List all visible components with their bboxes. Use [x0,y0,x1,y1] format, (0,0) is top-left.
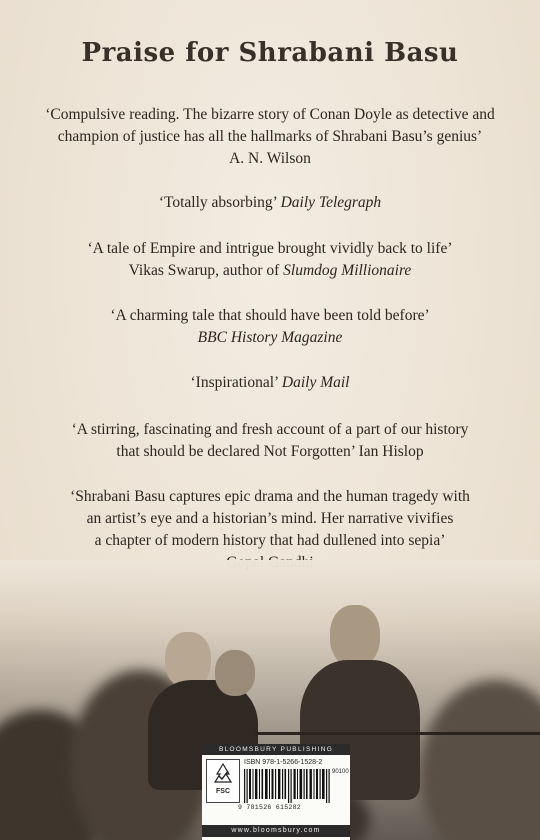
quote-hislop [40,419,500,463]
quote-attribution: Ian Hislop [358,443,424,460]
quote-attribution: A. N. Wilson [229,150,311,167]
quote-bbc [40,305,500,349]
publisher-label: BLOOMSBURY PUBLISHING [202,744,350,755]
attribution-name: Vikas Swarup, author of [128,262,280,279]
tree-check-icon [207,760,239,788]
quote-source: Daily Telegraph [280,194,382,211]
quote-line: champion of justice has all the hallmarks of Shrabani Basu’s genius’ [57,128,483,145]
quote-line-text: that should be declared Not Forgotten’ [116,443,355,460]
quote-text: ‘A tale of Empire and intrigue brought vividly back to life’ [87,240,453,257]
fsc-label: FSC [216,788,230,795]
railing [255,732,540,735]
quote-source: Daily Mail [281,374,350,391]
page-title: Praise for Shrabani Basu [81,38,459,68]
quote-swarup [40,238,500,282]
quote-telegraph [40,192,500,214]
quote-text: ‘Totally absorbing’ [158,194,277,211]
isbn-text: ISBN 978-1-5266-1528-2 [244,759,323,766]
quote-text: ‘Inspirational’ [190,374,279,391]
quote-line: an artist’s eye and a historian’s mind. Her narrative vivifies [86,510,454,527]
website-label: www.bloomsbury.com [202,825,350,837]
quote-wilson [40,104,500,170]
barcode-icon [244,769,344,803]
ean-digits: 9 781526 615282 [238,804,302,811]
fsc-logo [206,759,240,803]
figure-head [215,650,255,696]
quote-line: a chapter of modern history that had dullened into sepia’ [94,532,446,549]
quote-line: ‘Compulsive reading. The bizarre story of Conan Doyle as detective and [45,106,495,123]
quote-line [40,441,500,463]
quote-line: ‘A stirring, fascinating and fresh account of a part of our history [71,421,469,438]
quote-line: ‘Shrabani Basu captures epic drama and the human tragedy with [70,488,470,505]
quote-daily-mail [40,372,500,394]
figure-head [330,605,380,667]
attribution-title: Slumdog Millionaire [283,262,412,279]
quote-source: BBC History Magazine [197,329,343,346]
price-code: 90100 [332,769,349,775]
quote-text: ‘A charming tale that should have been told before’ [110,307,430,324]
quote-attribution [40,260,500,282]
barcode-panel [202,744,350,840]
